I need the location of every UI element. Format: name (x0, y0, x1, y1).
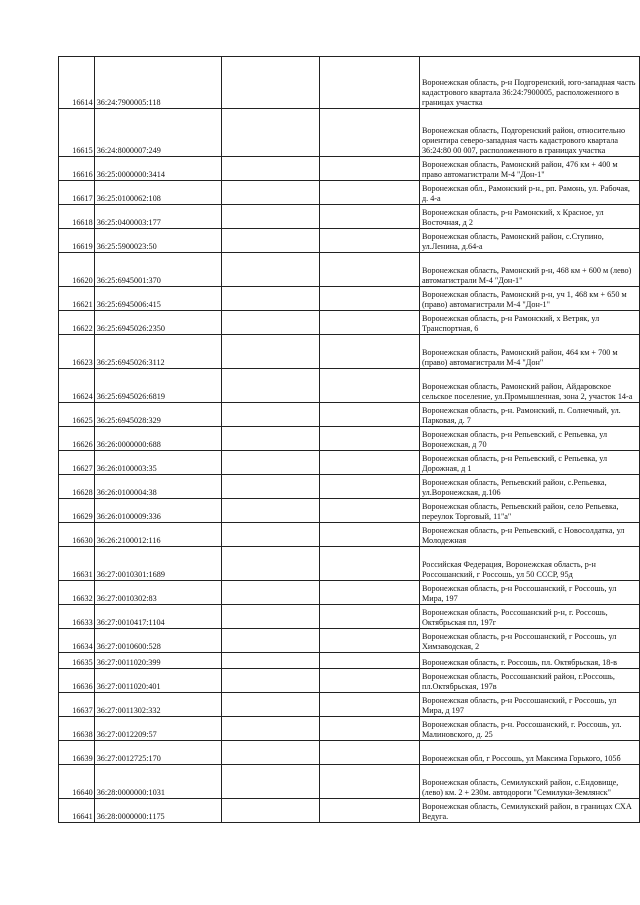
address-cell: Воронежская область, р-н Подгоренский, юго-западная часть кадастрового квартала 36:24:7900005, расположенного в границах участка (419, 57, 639, 109)
cadastral-number: 36:24:8000007:249 (94, 109, 221, 157)
cadastral-number: 36:27:0010302:83 (94, 581, 221, 605)
cadastral-number: 36:27:0010600:528 (94, 629, 221, 653)
address-cell: Воронежская область, р-н Россошанский, г Россошь, ул Химзаводская, 2 (419, 629, 639, 653)
empty-cell (319, 799, 419, 823)
empty-cell (319, 669, 419, 693)
address-cell: Воронежская область, р-н Рамонский, х Красное, ул Восточная, д 2 (419, 205, 639, 229)
cadastral-number: 36:25:6945006:415 (94, 287, 221, 311)
address-cell: Воронежская область, Рамонский район, 464 км + 700 м (право) автомагистрали М-4 "Дон" (419, 335, 639, 369)
empty-cell (221, 229, 319, 253)
empty-cell (319, 109, 419, 157)
address-cell: Воронежская область, г. Россошь, пл. Октябрьская, 18-в (419, 653, 639, 669)
empty-cell (319, 523, 419, 547)
cadastral-number: 36:27:0012725:170 (94, 741, 221, 765)
cadastral-number: 36:25:6945026:3112 (94, 335, 221, 369)
address-cell: Воронежская область, р-н. Рамонский, п. Солнечный, ул. Парковая, д. 7 (419, 403, 639, 427)
row-number: 16637 (59, 693, 95, 717)
address-cell: Воронежская область, Рамонский р-н, уч 1, 468 км + 650 м (право) автомагистрали М-4 "Дон-1" (419, 287, 639, 311)
address-cell: Воронежская обл, г Россошь, ул Максима Горького, 105б (419, 741, 639, 765)
row-number: 16632 (59, 581, 95, 605)
empty-cell (221, 741, 319, 765)
row-number: 16624 (59, 369, 95, 403)
empty-cell (221, 253, 319, 287)
table-row (59, 799, 640, 823)
row-number: 16625 (59, 403, 95, 427)
cadastral-number: 36:25:6945028:329 (94, 403, 221, 427)
empty-cell (319, 253, 419, 287)
empty-cell (221, 629, 319, 653)
empty-cell (221, 369, 319, 403)
row-number: 16618 (59, 205, 95, 229)
empty-cell (221, 157, 319, 181)
table-row (59, 629, 640, 653)
cadastral-number: 36:25:6945026:6819 (94, 369, 221, 403)
table-row (59, 157, 640, 181)
empty-cell (319, 311, 419, 335)
registry-table (58, 56, 640, 823)
table-row (59, 653, 640, 669)
empty-cell (319, 427, 419, 451)
empty-cell (221, 547, 319, 581)
address-cell: Воронежская обл., Рамонский р-н., рп. Рамонь, ул. Рабочая, д. 4-а (419, 181, 639, 205)
empty-cell (319, 229, 419, 253)
row-number: 16631 (59, 547, 95, 581)
table-row (59, 581, 640, 605)
cadastral-number: 36:27:0011020:401 (94, 669, 221, 693)
table-row (59, 605, 640, 629)
address-cell: Воронежская область, р-н Рамонский, х Ветряк, ул Транспортная, 6 (419, 311, 639, 335)
row-number: 16633 (59, 605, 95, 629)
empty-cell (319, 605, 419, 629)
table-row (59, 403, 640, 427)
row-number: 16627 (59, 451, 95, 475)
empty-cell (319, 653, 419, 669)
cadastral-number: 36:24:7900005:118 (94, 57, 221, 109)
cadastral-number: 36:28:0000000:1031 (94, 765, 221, 799)
empty-cell (221, 605, 319, 629)
empty-cell (221, 523, 319, 547)
table-row (59, 427, 640, 451)
empty-cell (221, 765, 319, 799)
empty-cell (319, 499, 419, 523)
cadastral-number: 36:25:0100062:108 (94, 181, 221, 205)
table-row (59, 765, 640, 799)
address-cell: Воронежская область, Репьевский район, село Репьевка, переулок Торговый, 11"а" (419, 499, 639, 523)
row-number: 16639 (59, 741, 95, 765)
empty-cell (319, 629, 419, 653)
table-row (59, 547, 640, 581)
address-cell: Воронежская область, Россошанский район, г.Россошь, пл.Октябрьская, 197в (419, 669, 639, 693)
table-row (59, 369, 640, 403)
empty-cell (221, 181, 319, 205)
empty-cell (319, 205, 419, 229)
cadastral-number: 36:27:0011020:399 (94, 653, 221, 669)
table-row (59, 229, 640, 253)
table-row (59, 693, 640, 717)
row-number: 16626 (59, 427, 95, 451)
row-number: 16619 (59, 229, 95, 253)
cadastral-number: 36:26:0100003:35 (94, 451, 221, 475)
cadastral-number: 36:27:0010417:1104 (94, 605, 221, 629)
address-cell: Воронежская область, Подгоренский район, относительно ориентира северо-западная часть кадастрового квартала 36:24:80 00 007, расположенного в границах участка (419, 109, 639, 157)
row-number: 16628 (59, 475, 95, 499)
address-cell: Воронежская область, Репьевский район, с.Репьевка, ул.Воронежская, д.106 (419, 475, 639, 499)
address-cell: Воронежская область, р-н Россошанский, г Россошь, ул Мира, д 197 (419, 693, 639, 717)
cadastral-number: 36:25:6945026:2350 (94, 311, 221, 335)
empty-cell (221, 205, 319, 229)
address-cell: Воронежская область, Рамонский р-н, 468 км + 600 м (лево) автомагистрали М-4 "Дон-1" (419, 253, 639, 287)
cadastral-number: 36:27:0011302:332 (94, 693, 221, 717)
empty-cell (221, 581, 319, 605)
cadastral-number: 36:26:0100004:38 (94, 475, 221, 499)
address-cell: Воронежская область, Семилукский район, в границах СХА Ведуга. (419, 799, 639, 823)
table-row (59, 499, 640, 523)
table-row (59, 335, 640, 369)
cadastral-number: 36:28:0000000:1175 (94, 799, 221, 823)
empty-cell (319, 547, 419, 581)
empty-cell (319, 581, 419, 605)
cadastral-number: 36:26:2100012:116 (94, 523, 221, 547)
empty-cell (319, 335, 419, 369)
address-cell: Воронежская область, Рамонский район, с.Ступино, ул.Ленина, д.64-а (419, 229, 639, 253)
table-row (59, 741, 640, 765)
row-number: 16629 (59, 499, 95, 523)
row-number: 16641 (59, 799, 95, 823)
address-cell: Российская Федерация, Воронежская область, р-н Россошанский, г Россошь, ул 50 СССР, 95д (419, 547, 639, 581)
empty-cell (221, 717, 319, 741)
empty-cell (319, 451, 419, 475)
row-number: 16638 (59, 717, 95, 741)
table-row (59, 109, 640, 157)
cadastral-number: 36:25:0400003:177 (94, 205, 221, 229)
address-cell: Воронежская область, р-н Репьевский, с Репьевка, ул Воронежская, д 70 (419, 427, 639, 451)
row-number: 16636 (59, 669, 95, 693)
address-cell: Воронежская область, Семилукский район, с.Ендовище, (лево) км. 2 + 230м. автодороги "Семилуки-Землянск" (419, 765, 639, 799)
empty-cell (221, 799, 319, 823)
row-number: 16620 (59, 253, 95, 287)
table-row (59, 57, 640, 109)
row-number: 16640 (59, 765, 95, 799)
table-row (59, 451, 640, 475)
cadastral-number: 36:27:0012209:57 (94, 717, 221, 741)
empty-cell (319, 693, 419, 717)
table-row (59, 669, 640, 693)
cadastral-number: 36:25:6945001:370 (94, 253, 221, 287)
row-number: 16634 (59, 629, 95, 653)
table-row (59, 253, 640, 287)
table-row (59, 205, 640, 229)
address-cell: Воронежская область, Рамонский район, Айдаровское сельское поселение, ул.Промышленная, зона 2, участок 14-а (419, 369, 639, 403)
table-row (59, 181, 640, 205)
cadastral-number: 36:25:5900023:50 (94, 229, 221, 253)
registry-table-body (59, 57, 640, 823)
table-row (59, 287, 640, 311)
empty-cell (221, 57, 319, 109)
table-row (59, 717, 640, 741)
row-number: 16617 (59, 181, 95, 205)
address-cell: Воронежская область, р-н. Россошанский, г. Россошь, ул. Малиновского, д. 25 (419, 717, 639, 741)
empty-cell (221, 451, 319, 475)
empty-cell (221, 475, 319, 499)
address-cell: Воронежская область, Россошанский р-н, г. Россошь, Октябрьская пл, 197г (419, 605, 639, 629)
empty-cell (319, 181, 419, 205)
cadastral-number: 36:26:0000000:688 (94, 427, 221, 451)
empty-cell (319, 403, 419, 427)
empty-cell (319, 717, 419, 741)
address-cell: Воронежская область, р-н Репьевский, с Новосолдатка, ул Молодежная (419, 523, 639, 547)
empty-cell (319, 369, 419, 403)
address-cell: Воронежская область, р-н Россошанский, г Россошь, ул Мира, 197 (419, 581, 639, 605)
row-number: 16622 (59, 311, 95, 335)
table-row (59, 311, 640, 335)
empty-cell (221, 311, 319, 335)
row-number: 16616 (59, 157, 95, 181)
empty-cell (319, 765, 419, 799)
empty-cell (319, 741, 419, 765)
empty-cell (221, 693, 319, 717)
row-number: 16614 (59, 57, 95, 109)
cadastral-number: 36:27:0010301:1689 (94, 547, 221, 581)
row-number: 16621 (59, 287, 95, 311)
empty-cell (319, 287, 419, 311)
row-number: 16615 (59, 109, 95, 157)
empty-cell (221, 427, 319, 451)
empty-cell (319, 157, 419, 181)
address-cell: Воронежская область, Рамонский район, 476 км + 400 м право автомагистрали М-4 "Дон-1" (419, 157, 639, 181)
empty-cell (221, 653, 319, 669)
empty-cell (221, 109, 319, 157)
empty-cell (319, 475, 419, 499)
row-number: 16635 (59, 653, 95, 669)
empty-cell (221, 669, 319, 693)
empty-cell (319, 57, 419, 109)
table-row (59, 523, 640, 547)
cadastral-number: 36:25:0000000:3414 (94, 157, 221, 181)
address-cell: Воронежская область, р-н Репьевский, с Репьевка, ул Дорожная, д 1 (419, 451, 639, 475)
row-number: 16623 (59, 335, 95, 369)
table-row (59, 475, 640, 499)
empty-cell (221, 499, 319, 523)
empty-cell (221, 335, 319, 369)
empty-cell (221, 287, 319, 311)
cadastral-number: 36:26:0100009:336 (94, 499, 221, 523)
empty-cell (221, 403, 319, 427)
row-number: 16630 (59, 523, 95, 547)
